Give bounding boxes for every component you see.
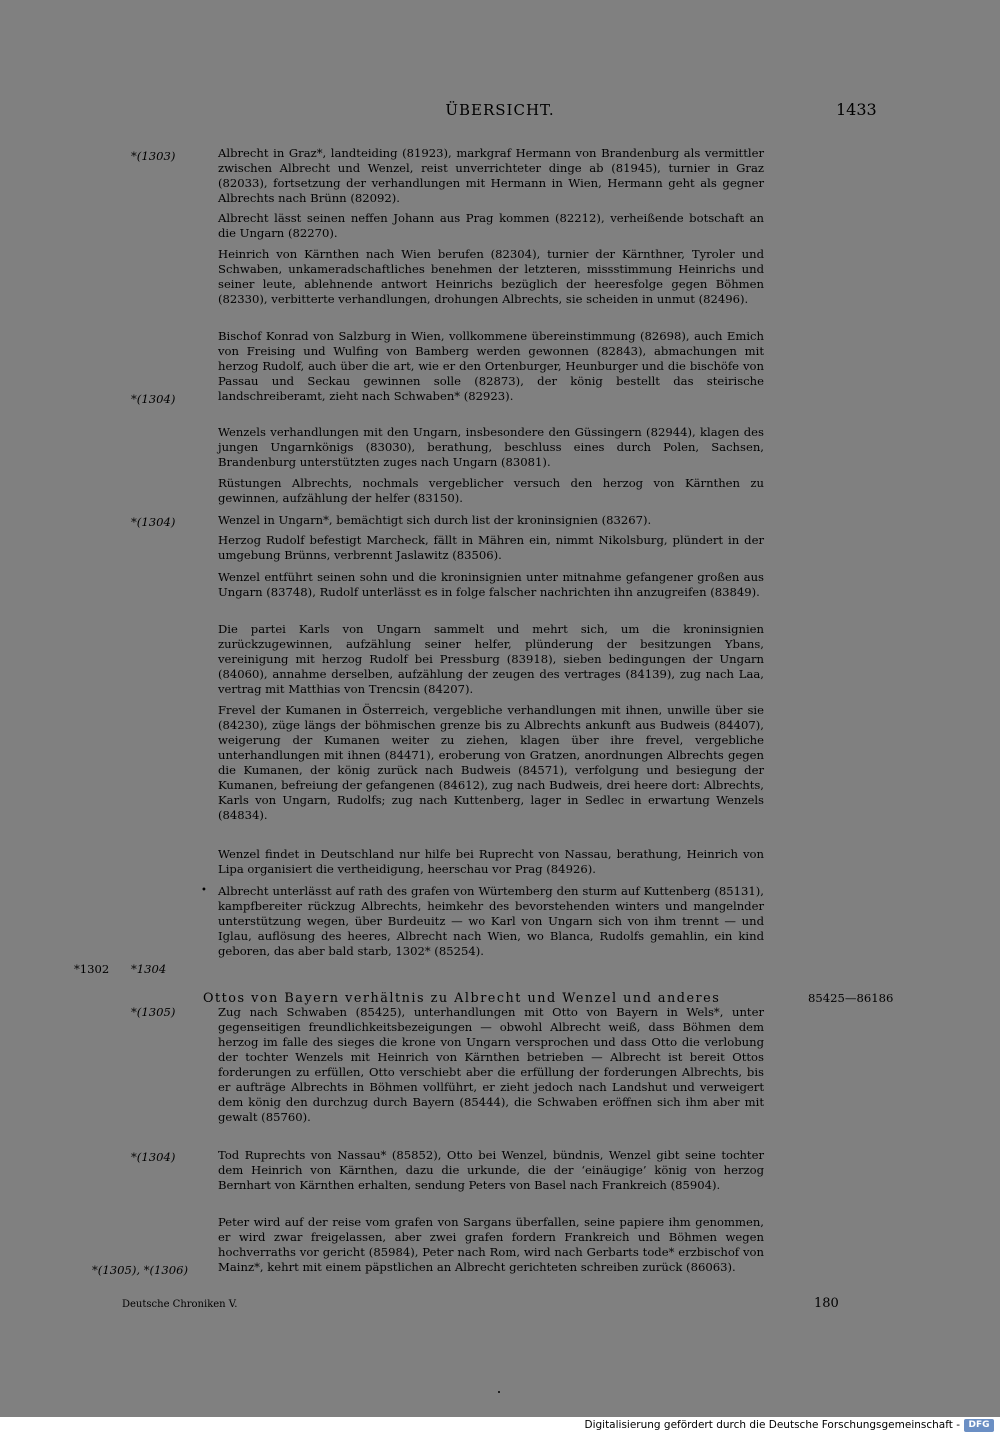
funding-bar xyxy=(0,1417,1000,1435)
footer-title: Deutsche Chroniken V. xyxy=(122,1299,238,1310)
summary-paragraph: Albrecht in Graz*, landteiding (81923), markgraf Hermann von Brandenburg als vermittler zwischen Albrecht und Wenzel, reist unverrichteter dinge ab (81945), turnier in Graz (82033), fortsetzung der verhandlungen mit Hermann in Wien, Hermann geht als gegner Albrechts nach Brünn (82092). xyxy=(218,146,764,206)
summary-paragraph: Zug nach Schwaben (85425), unterhandlungen mit Otto von Bayern in Wels*, unter gegenseitigen freundlichkeitsbezeigungen — obwohl Albrecht weiß, dass Böhmen dem herzog im falle des sieges die krone von Ungarn versprochen und dass Otto die verlobung der tochter Wenzels mit Heinrich von Kärnthen betrieben — Albrecht ist bereit Ottos forderungen zu erfüllen, Otto verschiebt aber die erfüllung der forderungen Albrechts, bis er aufträge Albrechts in Böhmen vollführt, er zieht jedoch nach Landshut und verweigert dem könig den durchzug durch Bayern (85444), die Schwaben eröffnen sich ihm aber mit gewalt (85760). xyxy=(218,1005,764,1125)
summary-paragraph: Albrecht lässt seinen neffen Johann aus Prag kommen (82212), verheißende botschaft an die Ungarn (82270). xyxy=(218,211,764,241)
summary-paragraph: Die partei Karls von Ungarn sammelt und mehrt sich, um die kroninsignien zurückzugewinnen, aufzählung seiner helfer, plünderung der besitzungen Ybans, vereinigung mit herzog Rudolf bei Pressburg (83918), sieben bedingungen der Ungarn (84060), annahme derselben, aufzählung der zeugen des vertrages (84139), zug nach Laa, vertrag mit Matthias von Trencsin (84207). xyxy=(218,622,764,697)
margin-note-year: *(1304) xyxy=(131,1150,176,1164)
page-number: 1433 xyxy=(836,100,877,119)
summary-paragraph: Albrecht unterlässt auf rath des grafen von Würtemberg den sturm auf Kuttenberg (85131), kampfbereiter rückzug Albrechts, heimkehr des bevorstehenden winters und mangelnder unterstützung wegen, über Burdeuitz — wo Karl von Ungarn sich von ihm trennt — und Iglau, auflösung des heeres, Albrecht nach Wien, wo Blanca, Rudolfs gemahlin, ein kind geboren, das aber bald starb, 1302* (85254). xyxy=(218,884,764,959)
margin-note-year: *1304 xyxy=(131,962,167,976)
margin-note-year: *(1303) xyxy=(131,149,176,163)
margin-note-year: *(1305), *(1306) xyxy=(92,1263,189,1277)
summary-paragraph: Herzog Rudolf befestigt Marcheck, fällt in Mähren ein, nimmt Nikolsburg, plündert in der umgebung Brünns, verbrennt Jaslawitz (83506). xyxy=(218,533,764,563)
summary-paragraph: Wenzels verhandlungen mit den Ungarn, insbesondere den Güssingern (82944), klagen des jungen Ungarnkönigs (83030), berathung, beschluss eines durch Polen, Sachsen, Brandenburg unterstützten zuges nach Ungarn (83081). xyxy=(218,425,764,470)
margin-note-year: *(1304) xyxy=(131,392,176,406)
summary-paragraph: Rüstungen Albrechts, nochmals vergeblicher versuch den herzog von Kärnthen zu gewinnen, aufzählung der helfer (83150). xyxy=(218,476,764,506)
dfg-logo-icon[interactable]: DFG xyxy=(964,1419,994,1432)
summary-paragraph: Peter wird auf der reise vom grafen von Sargans überfallen, seine papiere ihm genommen, er wird zwar freigelassen, aber zwei grafen fordern Frankreich und Böhmen wegen hochverraths vor gericht (85984), Peter nach Rom, wird nach Gerbarts tode* erzbischof von Mainz*, kehrt mit einem päpstlichen an Albrecht gerichteten schreiben zurück (86063). xyxy=(218,1215,764,1275)
summary-paragraph: Wenzel findet in Deutschland nur hilfe bei Ruprecht von Nassau, berathung, Heinrich von Lipa organisiert die vertheidigung, heerschau vor Prag (84926). xyxy=(218,847,764,877)
funding-text[interactable]: Digitalisierung gefördert durch die Deutsche Forschungsgemeinschaft - xyxy=(584,1419,960,1431)
summary-paragraph: Wenzel in Ungarn*, bemächtigt sich durch list der kroninsignien (83267). xyxy=(218,513,652,527)
footer-signature: 180 xyxy=(814,1296,839,1311)
summary-paragraph: Bischof Konrad von Salzburg in Wien, vollkommene übereinstimmung (82698), auch Emich von Freising und Wulfing von Bamberg werden gewonnen (82843), abmachungen mit herzog Rudolf, auch über die art, wie er den Ortenburger, Heunburger und die bischöfe von Passau und Seckau gewinnen solle (82873), der könig bestellt das steirische landschreiberamt, zieht nach Schwaben* (82923). xyxy=(218,329,764,404)
speck xyxy=(498,1391,500,1393)
line-range: 85425—86186 xyxy=(808,991,894,1005)
margin-note-year: *(1305) xyxy=(131,1005,176,1019)
summary-paragraph: Tod Ruprechts von Nassau* (85852), Otto bei Wenzel, bündnis, Wenzel gibt seine tochter dem Heinrich von Kärnthen, dazu die urkunde, die der ‘einäugige’ könig von herzog Bernhart von Kärnthen erhalten, sendung Peters von Basel nach Frankreich (85904). xyxy=(218,1148,764,1193)
bullet-mark: • xyxy=(201,885,207,896)
page-title: ÜBERSICHT. xyxy=(445,101,555,119)
section-heading: Ottos von Bayern verhältnis zu Albrecht und Wenzel und anderes xyxy=(203,991,721,1006)
summary-paragraph: Heinrich von Kärnthen nach Wien berufen (82304), turnier der Kärnthner, Tyroler und Schwaben, unkameradschaftliches benehmen der letzteren, missstimmung Heinrichs und seiner leute, ablehnende antwort Heinrichs bezüglich der heeresfolge gegen Böhmen (82330), verbitterte verhandlungen, drohungen Albrechts, sie scheiden in unmut (82496). xyxy=(218,247,764,307)
margin-note-year: *1302 xyxy=(74,962,110,976)
margin-note-year: *(1304) xyxy=(131,515,176,529)
summary-paragraph: Frevel der Kumanen in Österreich, vergebliche verhandlungen mit ihnen, unwille über sie (84230), züge längs der böhmischen grenze bis zu Albrechts ankunft aus Budweis (84407), weigerung der Kumanen weiter zu ziehen, klagen über ihre frevel, vergebliche unterhandlungen mit ihnen (84471), eroberung von Gratzen, anordnungen Albrechts gegen die Kumanen, der könig zurück nach Budweis (84571), verfolgung und besiegung der Kumanen, befreiung der gefangenen (84612), zug nach Budweis, drei heere dort: Albrechts, Karls von Ungarn, Rudolfs; zug nach Kuttenberg, lager in Sedlec in erwartung Wenzels (84834). xyxy=(218,703,764,823)
summary-paragraph: Wenzel entführt seinen sohn und die kroninsignien unter mitnahme gefangener großen aus Ungarn (83748), Rudolf unterlässt es in folge falscher nachrichten ihn anzugreifen (83849). xyxy=(218,570,764,600)
